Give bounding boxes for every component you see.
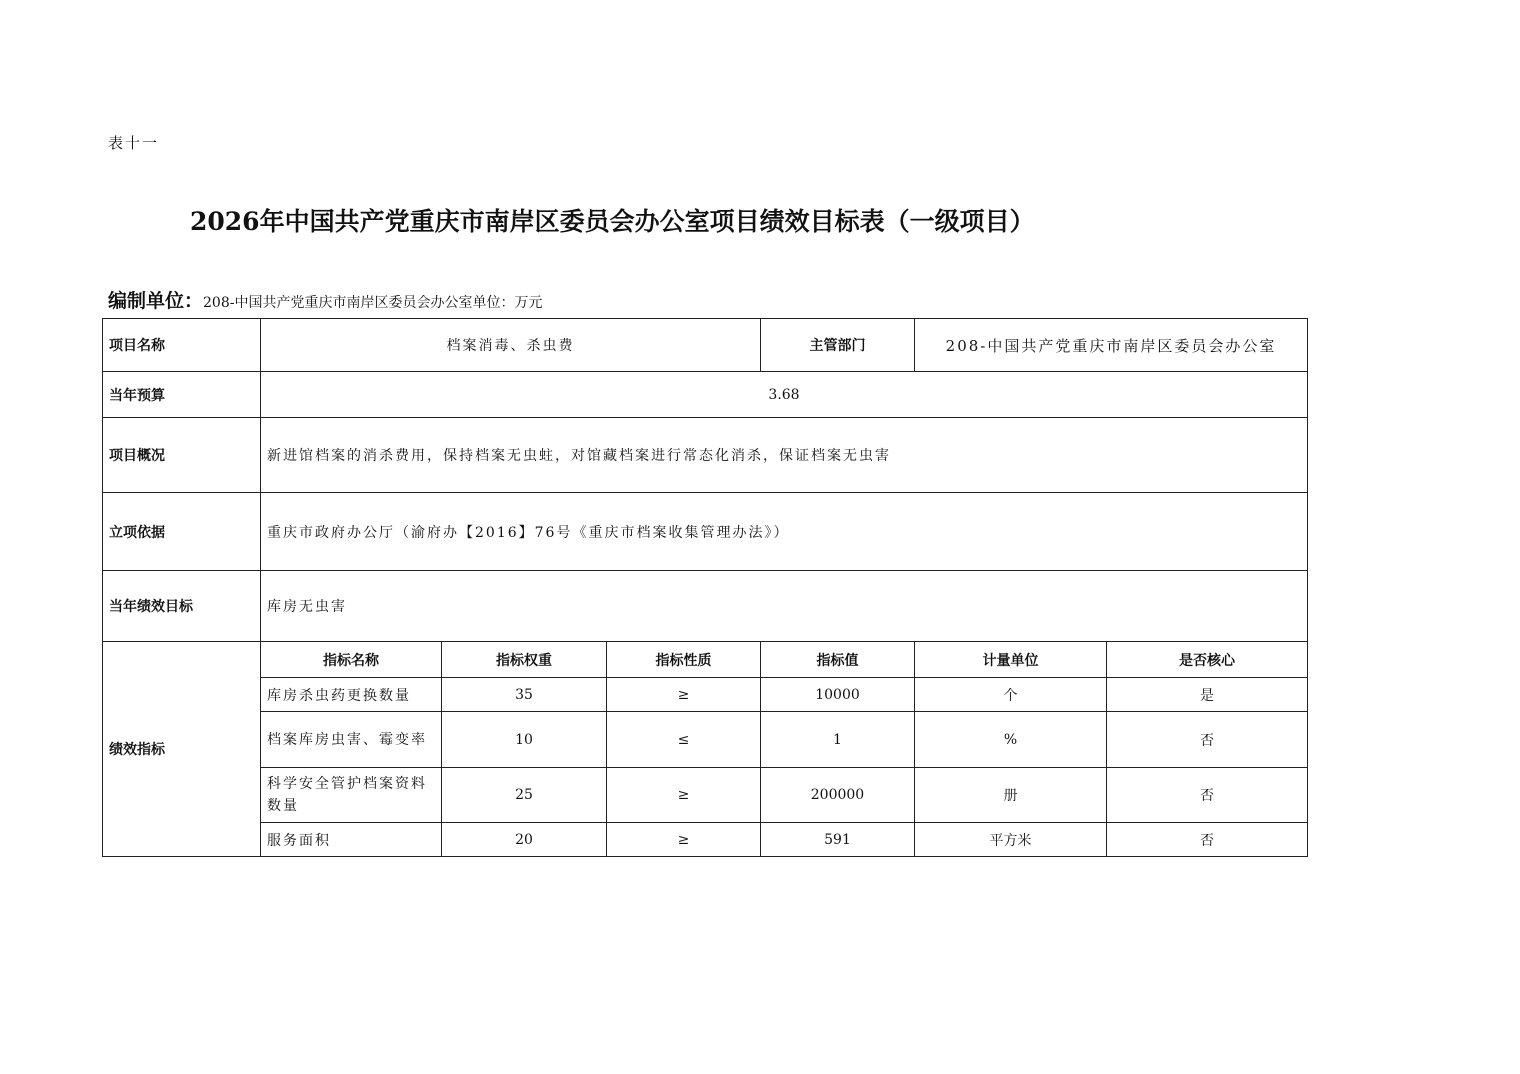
indicator-header-unit: 计量单位 [915, 642, 1107, 678]
project-name-label: 项目名称 [103, 319, 261, 372]
indicator-name: 库房杀虫药更换数量 [261, 678, 442, 712]
basis-value: 重庆市政府办公厅（渝府办【2016】76号《重庆市档案收集管理办法》） [261, 493, 1308, 571]
indicator-value: 200000 [761, 768, 915, 823]
overview-label: 项目概况 [103, 418, 261, 493]
indicator-header-value: 指标值 [761, 642, 915, 678]
indicator-core: 否 [1107, 768, 1308, 823]
indicator-name: 科学安全管护档案资料数量 [261, 768, 442, 823]
indicator-unit: 平方米 [915, 823, 1107, 857]
indicator-weight: 20 [442, 823, 607, 857]
dept-label: 主管部门 [761, 319, 915, 372]
indicator-header-nature: 指标性质 [607, 642, 761, 678]
indicator-value: 1 [761, 712, 915, 768]
indicator-nature: ≥ [607, 823, 761, 857]
indicator-core: 是 [1107, 678, 1308, 712]
indicator-core: 否 [1107, 712, 1308, 768]
budget-value: 3.68 [261, 372, 1308, 418]
row-budget [103, 372, 1308, 418]
indicator-unit: 个 [915, 678, 1107, 712]
indicator-weight: 25 [442, 768, 607, 823]
indicator-header-core: 是否核心 [1107, 642, 1308, 678]
indicator-unit: % [915, 712, 1107, 768]
indicator-value: 10000 [761, 678, 915, 712]
dept-value: 208-中国共产党重庆市南岸区委员会办公室 [915, 319, 1308, 372]
indicator-row [103, 712, 1308, 768]
table-number: 表十一 [108, 134, 160, 152]
indicator-nature: ≤ [607, 712, 761, 768]
indicator-header-name: 指标名称 [261, 642, 442, 678]
overview-value: 新进馆档案的消杀费用，保持档案无虫蛀，对馆藏档案进行常态化消杀，保证档案无虫害 [261, 418, 1308, 493]
performance-target-table [102, 318, 1308, 857]
document-title: 2026年中国共产党重庆市南岸区委员会办公室项目绩效目标表（一级项目） [190, 207, 1035, 236]
project-name-value: 档案消毒、杀虫费 [261, 319, 761, 372]
goal-value: 库房无虫害 [261, 571, 1308, 642]
row-basis [103, 493, 1308, 571]
indicator-unit: 册 [915, 768, 1107, 823]
basis-label: 立项依据 [103, 493, 261, 571]
row-overview [103, 418, 1308, 493]
indicator-weight: 10 [442, 712, 607, 768]
indicator-nature: ≥ [607, 768, 761, 823]
indicator-header-row [103, 642, 1308, 678]
compiling-unit-line [108, 286, 542, 313]
row-project-name [103, 319, 1308, 372]
indicator-header-weight: 指标权重 [442, 642, 607, 678]
indicator-weight: 35 [442, 678, 607, 712]
indicator-value: 591 [761, 823, 915, 857]
indicators-label: 绩效指标 [103, 642, 261, 857]
indicator-name: 档案库房虫害、霉变率 [261, 712, 442, 768]
budget-label: 当年预算 [103, 372, 261, 418]
indicator-row [103, 823, 1308, 857]
indicator-name: 服务面积 [261, 823, 442, 857]
indicator-nature: ≥ [607, 678, 761, 712]
row-goal [103, 571, 1308, 642]
indicator-row [103, 678, 1308, 712]
compiling-unit-label: 编制单位： [108, 290, 204, 312]
indicator-core: 否 [1107, 823, 1308, 857]
compiling-unit-value: 208-中国共产党重庆市南岸区委员会办公室单位：万元 [203, 295, 543, 311]
indicator-row [103, 768, 1308, 823]
goal-label: 当年绩效目标 [103, 571, 261, 642]
